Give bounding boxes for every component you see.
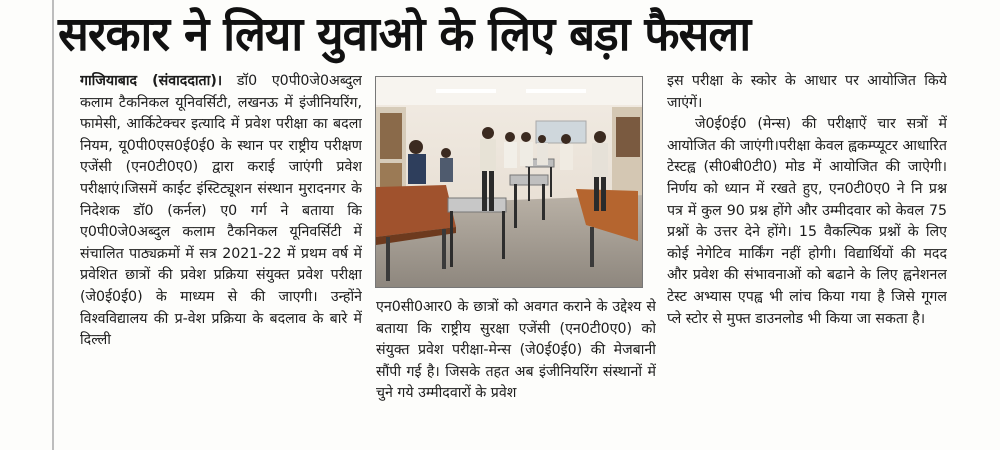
classroom-photo	[375, 76, 643, 288]
classroom-photo-drawing	[376, 77, 643, 288]
page-edge-line	[52, 0, 54, 450]
column-1-paragraph	[80, 71, 362, 352]
dateline: गाजियाबाद (संवाददाता)।	[80, 73, 223, 89]
headline: सरकार ने लिया युवाओ के लिए बड़ा फैसला	[58, 7, 751, 62]
column-1-text: डॉ0 ए0पी0जे0अब्दुल कलाम टैकनिकल यूनिवर्सिटी, लखनऊ में इंजीनियरिंग, फामेसी, आर्किटेक्चर इत्यादि में प्रवेश परीक्षा का बदला नियम, यू0पी0एस0ई0ई0 के स्थान पर राष्ट्रीय परीक्षण एजेंसी (एन0टी0ए0) द्वारा कराई जाएंगी प्रवेश परीक्षाएं।जिसमें काईट इंस्टिट्यूशन संस्थान मुरादनगर के निदेशक डॉ0 (कर्नल) ए0 गर्ग ने बताया कि ए0पी0जे0अब्दुल कलाम टैकनिकल यूनिवर्सिटी में संचालित पाठ्यक्रमों में सत्र 2021-22 में प्रथम वर्ष में प्रवेशित छात्रों की प्रवेश प्रक्रिया संयुक्त प्रवेश परीक्षा (जे0ई0ई0) के माध्यम से की जाएगी। उन्होंने विश्वविद्यालय की प्र-वेश प्रक्रिया के बदलाव के बारे में दिल्ली	[80, 73, 362, 349]
column-2-text: एन0सी0आर0 के छात्रों को अवगत कराने के उद्देश्य से बताया कि राष्ट्रीय सुरक्षा एजेंसी (एन0टी0ए0) को संयुक्त प्रवेश परीक्षा-मेन्स (जे0ई0ई0) की मेजबानी सौंपी गई है। जिसके तहत अब इंजीनियरिंग संस्थानों में चुने गये उम्मीदवारों के प्रवेश	[376, 299, 656, 402]
article-column-2	[376, 297, 656, 447]
article-column-3	[667, 71, 947, 445]
column-3-paragraph-1: इस परीक्षा के स्कोर के आधार पर आयोजित किये जाएंगें।	[667, 73, 947, 111]
column-3-paragraph-2: जे0ई0ई0 (मेन्स) की परीक्षाऐं चार सत्रों में आयोजित की जाएंगी।परीक्षा केवल ह्वकम्प्यूटर आधारित टेस्टह्व (सी0बी0टी0) मोड में आयोजित की जाऐगी।निर्णय को ध्यान में रखते हुए, एन0टी0ए0 ने नि प्रश्न पत्र में कुल 90 प्रश्न होंगे और उम्मीदवार को केवल 75 प्रश्नों के उत्तर देने होंगे। 15 वैकल्पिक प्रश्नों के लिए कोई नेगेटिव मार्किंग नहीं होगी। विद्यार्थियों की मदद और प्रवेश की संभावनाओं को बढाने के लिए ह्वनेशनल टेस्ट अभ्यास एपह्व भी लांच किया गया है जिसे गूगल प्ले स्टोर से मुफ्त डाउनलोड भी किया जा सकता है।	[667, 116, 947, 327]
article-column-1	[80, 71, 362, 445]
